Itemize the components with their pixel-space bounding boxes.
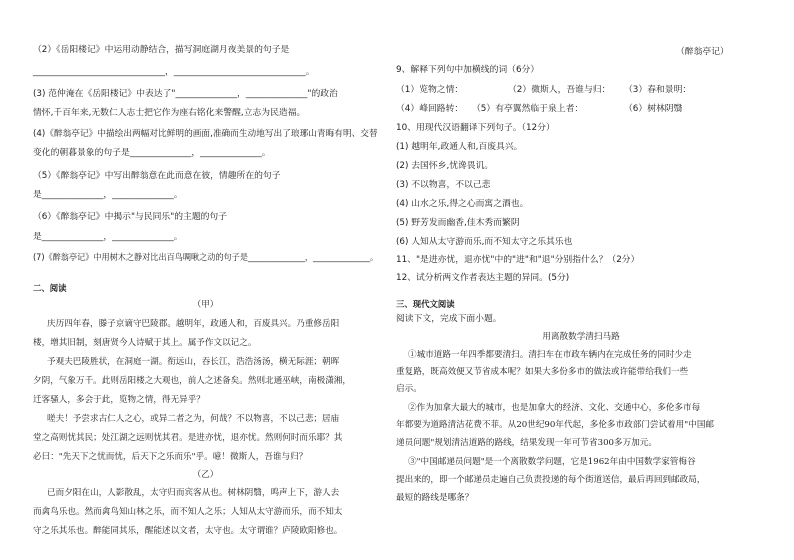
translate-item: (2) 去国怀乡,忧谗畏讥。 (396, 161, 494, 171)
q9-item-3: （3）春和景明： (624, 85, 692, 95)
question-line: (4)《醉翁亭记》中描绘出两幅对比鲜明的画面,准确而生动地写出了琅琊山青晦有明、交替 (33, 129, 378, 139)
passage-line: 庆历四年春，滕子京谪守巴陵郡。越明年，政通人和，百废具兴。乃重修岳阳 (47, 319, 340, 329)
passage-line: 而禽鸟乐也。然而禽鸟知山林之乐，而不知人之乐；人知从太守游而乐，而不知太 (33, 507, 343, 517)
section-title-reading: 二、阅读 (33, 283, 67, 293)
section-title-modern-reading: 三、现代文阅读 (396, 299, 455, 309)
question-line: 情怀,千百年来,无数仁人志士把它作为座右铭化来警醒,立志为民造福。 (33, 108, 306, 118)
translate-item: (3) 不以物喜，不以己悲 (396, 180, 491, 190)
article-line: 最短的路线是哪条？ (396, 493, 474, 503)
question-12: 12、试分析两文作者表达主题的异同。(5分) (396, 273, 570, 283)
article-title: 用离散数学清扫马路 (542, 332, 620, 342)
passage-source: （醉翁亭记） (676, 47, 729, 57)
question-line: （6）《醉翁亭记》中揭示"与民同乐"的主题的句子 (33, 212, 228, 222)
answer-blank-line: 是______________，______________。 (33, 190, 183, 200)
passage-jia-heading: （甲） (192, 300, 219, 310)
question-11: 11、"是进亦忧，退亦忧"中的"进"和"退"分别指什么？（2分） (396, 255, 640, 265)
passage-line: 堂之高则忧其民；处江湖之远则忧其君。是进亦忧，退亦忧。然则何时而乐耶？其 (33, 433, 343, 443)
q9-item-5: （5）有亭翼然临于泉上者： (472, 104, 584, 114)
q9-item-1: （1）览物之情： (396, 85, 464, 95)
q9-item-2: （2）微斯人，吾谁与归： (508, 85, 611, 95)
passage-yi-heading: （乙） (192, 470, 219, 480)
question-line: (7)《醉翁亭记》中用树木之静对比出百鸟啁啾之动的句子是______________，______________。 (33, 253, 379, 263)
q9-item-6: （6）树林阴翳 (624, 104, 683, 114)
passage-line: 守之乐其乐也。醉能同其乐，醒能述以文者，太守也。太守谓谁？庐陵欧阳修也。 (33, 526, 343, 536)
passage-line: 必曰："先天下之忧而忧，后天下之乐而乐"乎。噫！微斯人，吾谁与归？ (33, 452, 308, 462)
translate-item: (4) 山水之乐,得之心而寓之酒也。 (396, 199, 529, 209)
article-line: 递员问题"规划清洁道路的路线，结果发现一年可节省300多万加元。 (396, 438, 657, 448)
question-line: 变化的朝暮景象的句子是______________，______________。 (33, 148, 271, 158)
translate-item: (6) 人知从太守游而乐,而不知太守之乐其乐也 (396, 237, 573, 247)
translate-item: (5) 野芳发而幽香,佳木秀而繁阴 (396, 218, 520, 228)
article-line: 提出来的，即一个邮递员走遍自己负责投递的每个街道送信，最后再回到邮政局， (396, 475, 706, 485)
passage-line: 迁客骚人，多会于此，览物之情，得无异乎？ (33, 395, 205, 405)
passage-line: 予观夫巴陵胜状，在洞庭一湖。衔远山，吞长江，浩浩汤汤，横无际涯；朝晖 (47, 357, 340, 367)
reading-instruction: 阅读下文，完成下面小题。 (396, 314, 502, 324)
article-line: ②作为加拿大最大的城市，也是加拿大的经济、文化、交通中心，多伦多市每 (408, 403, 701, 413)
passage-line: 楼，增其旧制，刻唐贤今人诗赋于其上。属予作文以记之。 (33, 338, 257, 348)
article-line: ①城市道路一年四季都要清扫。清扫车在市政车辆内在完成任务的同时少走 (408, 350, 692, 360)
passage-line: 嗟夫！予尝求古仁人之心，或异二者之为，何哉？不以物喜，不以己悲；居庙 (47, 414, 340, 424)
question-line: (3) 范仲淹在《岳阳楼记》中表达了"______________，______________"的政治 (33, 89, 338, 99)
question-line: （5）《醉翁亭记》中写出醉翁意在此而意在彼，情趣所在的句子 (33, 171, 281, 181)
passage-line: 夕阴，气象万千。此则岳阳楼之大观也，前人之述备矣。然则北通巫峡，南极潇湘， (33, 376, 351, 386)
translate-item: (1) 越明年,政通人和,百废具兴。 (396, 142, 523, 152)
question-line: （2）《岳阳楼记》中运用动静结合，描写洞庭湖月夜美景的句子是 (33, 45, 290, 55)
question-9: 9、解释下列句中加横线的词（6分） (396, 65, 540, 75)
answer-blank-line: 是______________，______________。 (33, 232, 183, 242)
article-line: 重复路，既高效便又节省成本呢？如果大多份多市的做法或许能带给我们一些 (396, 367, 689, 377)
answer-blank-line: ______________________________，______________________________。 (33, 67, 315, 77)
article-line: 年都要为道路清洁花费不菲。从20世纪90年代起，多伦多市政部门尝试着用"中国邮 (396, 420, 715, 430)
article-line: ③"中国邮递员问题"是一个离散数学问题，它是1962年由中国数学家管梅谷 (408, 457, 696, 467)
question-10: 10、用现代汉语翻译下列句子。（12分） (396, 123, 555, 133)
article-line: 启示。 (396, 384, 422, 394)
q9-item-4: （4）峰回路转： (396, 104, 464, 114)
passage-line: 已而夕阳在山，人影散乱，太守归而宾客从也。树林阴翳，鸣声上下，游人去 (47, 488, 340, 498)
